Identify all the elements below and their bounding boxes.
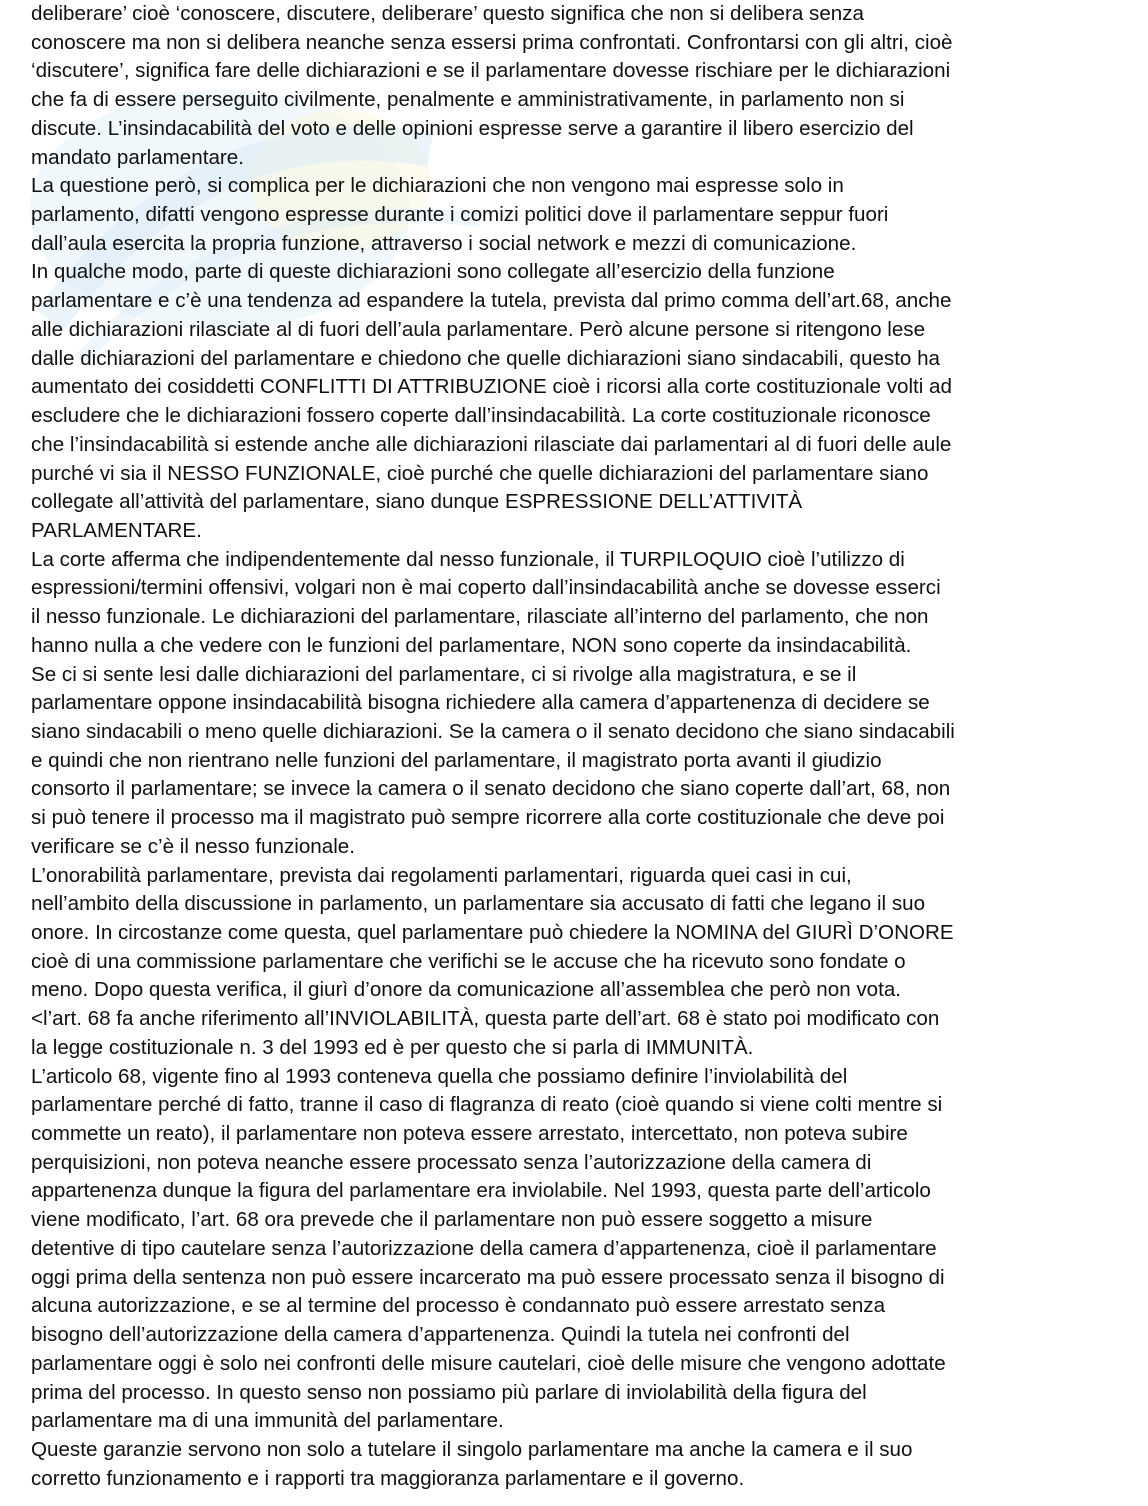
text-line: appartenenza dunque la figura del parlamentare era inviolabile. Nel 1993, questa parte dell’articolo xyxy=(31,1179,931,1203)
text-line: parlamentare ma di una immunità del parlamentare. xyxy=(31,1409,504,1433)
text-line: meno. Dopo questa verifica, il giurì d’onore da comunicazione all’assemblea che però non vota. xyxy=(31,978,902,1002)
text-line: il nesso funzionale. Le dichiarazioni del parlamentare, rilasciate all’interno del parlamento, che non xyxy=(31,605,929,629)
text-line: detentive di tipo cautelare senza l’autorizzazione della camera d’appartenenza, cioè il parlamentare xyxy=(31,1236,937,1260)
text-line: <l’art. 68 fa anche riferimento all’INVIOLABILITÀ, questa parte dell’art. 68 è stato poi modificato con xyxy=(31,1007,940,1031)
text-line: verificare se c’è il nesso funzionale. xyxy=(31,834,355,858)
text-line: dall’aula esercita la propria funzione, attraverso i social network e mezzi di comunicazione. xyxy=(31,231,857,255)
text-line: parlamentare oppone insindacabilità bisogna richiedere alla camera d’appartenenza di decidere se xyxy=(31,691,930,715)
text-line: la legge costituzionale n. 3 del 1993 ed è per questo che si parla di IMMUNITÀ. xyxy=(31,1035,754,1059)
text-line: PARLAMENTARE. xyxy=(31,518,202,542)
text-line: oggi prima della sentenza non può essere incarcerato ma può essere processato senza il bisogno di xyxy=(31,1265,945,1289)
text-line: In qualche modo, parte di queste dichiarazioni sono collegate all’esercizio della funzione xyxy=(31,260,835,284)
text-line: L’articolo 68, vigente fino al 1993 conteneva quella che possiamo definire l’inviolabilità del xyxy=(31,1064,848,1088)
text-line: deliberare’ cioè ‘conoscere, discutere, deliberare’ questo significa che non si delibera senza xyxy=(31,2,865,25)
text-line: ‘discutere’, significa fare delle dichiarazioni e se il parlamentare dovesse rischiare per le dichiarazioni xyxy=(31,59,951,83)
text-line: consorto il parlamentare; se invece la camera o il senato decidono che siano coperte dall’art, 68, non xyxy=(31,777,951,801)
text-line: corretto funzionamento e i rapporti tra maggioranza parlamentare e il governo. xyxy=(31,1466,745,1490)
text-line: espressioni/termini offensivi, volgari non è mai coperto dall’insindacabilità anche se dovesse esserci xyxy=(31,576,941,600)
text-line: alle dichiarazioni rilasciate al di fuori dell’aula parlamentare. Però alcune persone si ritengono lese xyxy=(31,317,926,341)
text-line: dalle dichiarazioni del parlamentare e chiedono che quelle dichiarazioni siano sindacabili, questo ha xyxy=(31,346,941,370)
text-line: si può tenere il processo ma il magistrato può sempre ricorrere alla corte costituzionale che deve poi xyxy=(31,806,945,830)
text-line: bisogno dell’autorizzazione della camera d’appartenenza. Quindi la tutela nei confronti del xyxy=(31,1323,850,1347)
document-body xyxy=(31,0,1131,1493)
text-line: che l’insindacabilità si estende anche alle dichiarazioni rilasciate dai parlamentari al di fuori delle aule xyxy=(31,432,952,456)
text-line: mandato parlamentare. xyxy=(31,145,244,169)
text-line: escludere che le dichiarazioni fossero coperte dall’insindacabilità. La corte costituzionale riconosce xyxy=(31,404,931,428)
text-line: hanno nulla a che vedere con le funzioni del parlamentare, NON sono coperte da insindacabilità. xyxy=(31,633,912,657)
text-line: alcuna autorizzazione, e se al termine del processo è condannato può essere arrestato senza xyxy=(31,1294,886,1318)
text-line: perquisizioni, non poteva neanche essere processato senza l’autorizzazione della camera di xyxy=(31,1150,872,1174)
text-line: prima del processo. In questo senso non possiamo più parlare di inviolabilità della figura del xyxy=(31,1380,867,1404)
text-line: e quindi che non rientrano nelle funzioni del parlamentare, il magistrato porta avanti il giudizio xyxy=(31,748,882,772)
text-line: parlamentare perché di fatto, tranne il caso di flagranza di reato (cioè quando si viene colti mentre si xyxy=(31,1093,943,1117)
text-line: onore. In circostanze come questa, quel parlamentare può chiedere la NOMINA del GIURÌ D’ONORE xyxy=(31,921,954,944)
text-line: Queste garanzie servono non solo a tutelare il singolo parlamentare ma anche la camera e il suo xyxy=(31,1437,913,1461)
text-line: parlamentare e c’è una tendenza ad espandere la tutela, prevista dal primo comma dell’art.68, anche xyxy=(31,289,952,313)
text-line: collegate all’attività del parlamentare, siano dunque ESPRESSIONE DELL’ATTIVITÀ xyxy=(31,490,803,514)
text-line: siano sindacabili o meno quelle dichiarazioni. Se la camera o il senato decidono che siano sindacabili xyxy=(31,719,955,743)
text-line: aumentato dei cosiddetti CONFLITTI DI ATTRIBUZIONE cioè i ricorsi alla corte costituzionale volti ad xyxy=(31,375,952,399)
text-line: L’onorabilità parlamentare, prevista dai regolamenti parlamentari, riguarda quei casi in cui, xyxy=(31,863,852,887)
text-line: commette un reato), il parlamentare non poteva essere arrestato, intercettato, non poteva subire xyxy=(31,1122,908,1146)
text-line: parlamento, difatti vengono espresse durante i comizi politici dove il parlamentare seppur fuori xyxy=(31,203,889,227)
text-line: parlamentare oggi è solo nei confronti delle misure cautelari, cioè delle misure che vengono adottate xyxy=(31,1351,946,1375)
text-line: cioè di una commissione parlamentare che verifichi se le accuse che ha ricevuto sono fondate o xyxy=(31,949,906,973)
text-line: Se ci si sente lesi dalle dichiarazioni del parlamentare, ci si rivolge alla magistratura, e se il xyxy=(31,662,857,686)
text-line: che fa di essere perseguito civilmente, penalmente e amministrativamente, in parlamento non si xyxy=(31,88,905,112)
text-line: conoscere ma non si delibera neanche senza essersi prima confrontati. Confrontarsi con gli altri, cioè xyxy=(31,30,953,54)
text-line: purché vi sia il NESSO FUNZIONALE, cioè purché che quelle dichiarazioni del parlamentare siano xyxy=(31,461,929,485)
text-line: La corte afferma che indipendentemente dal nesso funzionale, il TURPILOQUIO cioè l’utilizzo di xyxy=(31,547,905,571)
text-line: viene modificato, l’art. 68 ora prevede che il parlamentare non può essere soggetto a misure xyxy=(31,1208,873,1232)
text-line: discute. L’insindacabilità del voto e delle opinioni espresse serve a garantire il libero esercizio del xyxy=(31,116,914,140)
text-line: nell’ambito della discussione in parlamento, un parlamentare sia accusato di fatti che legano il suo xyxy=(31,892,926,916)
text-line: La questione però, si complica per le dichiarazioni che non vengono mai espresse solo in xyxy=(31,174,844,198)
